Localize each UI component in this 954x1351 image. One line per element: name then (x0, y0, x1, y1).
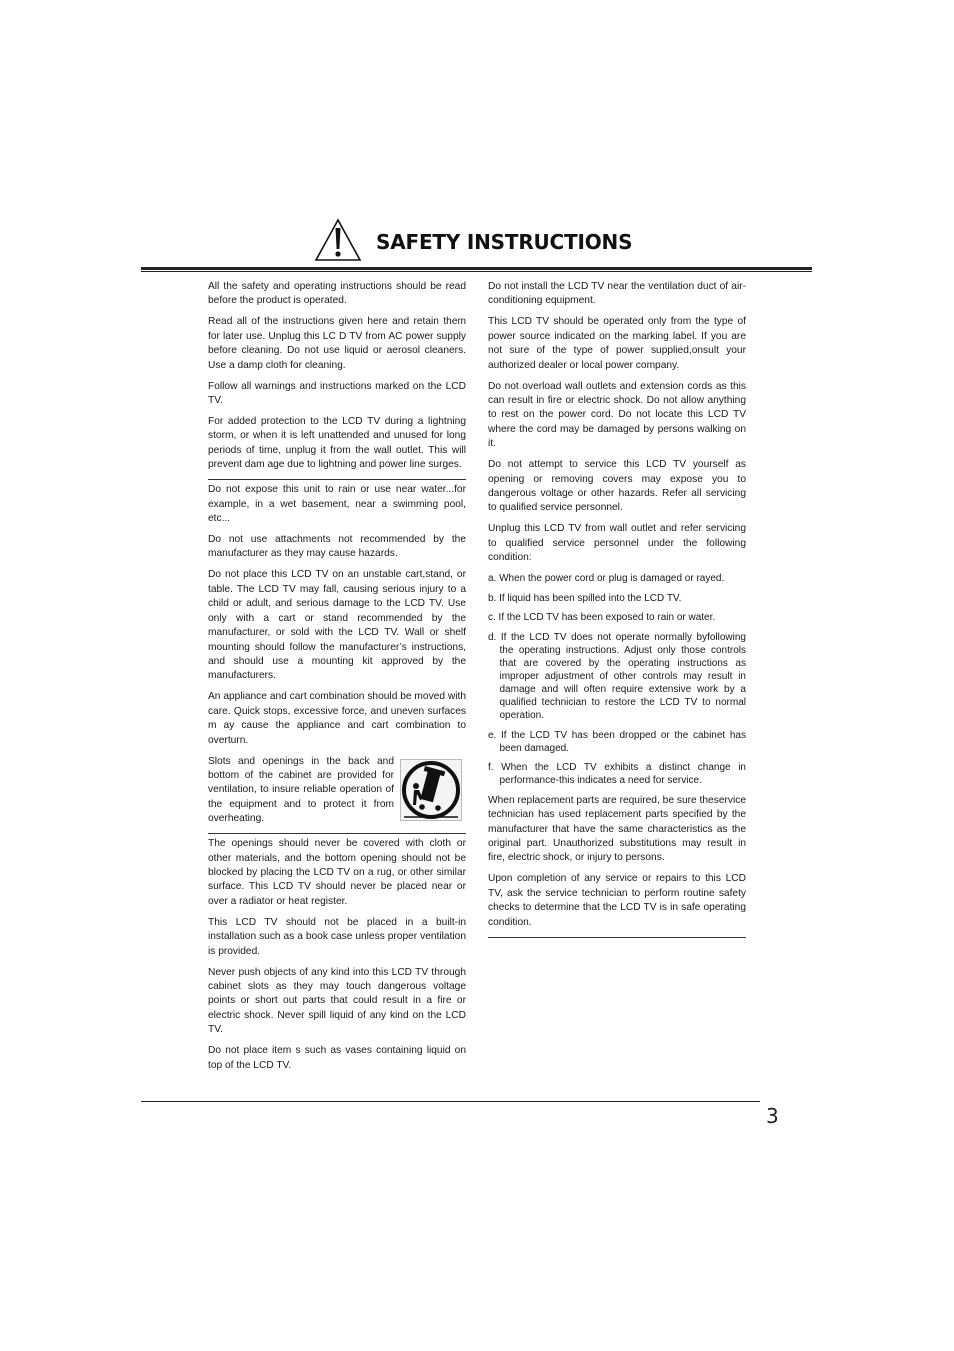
section-divider (488, 937, 746, 938)
paragraph: Do not attempt to service this LCD TV yourself as opening or removing covers may expose you to dangerous voltage or other hazards. Refer all servicing to qualified service personnel. (488, 459, 746, 514)
condition-item: c. If the LCD TV has been exposed to rain or water. (488, 612, 716, 624)
paragraph: The openings should never be covered with cloth or other materials, and the bottom opening should not be blocked by placing the LCD TV on a rug, or other similar surface. This LCD TV should never be placed near or over a radiator or heat register. (208, 838, 466, 907)
paragraph: This LCD TV should not be placed in a built-in installation such as a book case unless proper ventilation is provided. (208, 916, 466, 957)
header-rule-thick (141, 267, 812, 270)
paragraph: When replacement parts are required, be sure theservice technician has used replacement parts specified by the manufacturer that have the same characteristics as the original part. Unauthorized substitutions may result in fire, electric shock, or injury to persons. (488, 794, 746, 864)
paragraph: Do not place item s such as vases containing liquid on top of the LCD TV. (208, 1045, 466, 1071)
cart-warning-block (208, 755, 466, 827)
section-divider (208, 479, 466, 480)
paragraph: All the safety and operating instructions should be read before the product is operated. (208, 281, 466, 307)
paragraph: Upon completion of any service or repairs to this LCD TV, ask the service technician to perform routine safety checks to determine that the LCD TV is in safe operating condition. (488, 873, 746, 928)
condition-item: d. If the LCD TV does not operate normally byfollowing the operating instructions. Adjust only those controls that are covered by the operating instructions as improper adjustment of other controls may result in damage and will often require extensive work by a qualified technician to restore the LCD TV to normal operation. (488, 632, 746, 722)
paragraph: Slots and openings in the back and bottom of the cabinet are provided for ventilation, to insure reliable operation of the equipment and to protect it from overheating. (208, 755, 394, 825)
paragraph: Do not install the LCD TV near the ventilation duct of air-conditioning equipment. (488, 281, 746, 307)
paragraph: Follow all warnings and instructions marked on the LCD TV. (208, 380, 466, 407)
paragraph: This LCD TV should be operated only from the type of power source indicated on the marking label. If you are not sure of the type of power supplied,onsult your authorized dealer or local power company. (488, 316, 746, 371)
paragraph: Do not use attachments not recommended by the manufacturer as they may cause hazards. (208, 534, 466, 560)
condition-item: a. When the power cord or plug is damaged or rayed. (488, 573, 725, 585)
paragraph: Do not overload wall outlets and extension cords as this can result in fire or electric shock. Do not allow anything to rest on the power cord. Do not locate this LCD TV where the cord may be damaged by persons walking on it. (488, 380, 746, 450)
condition-item: f. When the LCD TV exhibits a distinct change in performance-this indicates a need for service. (488, 762, 746, 787)
left-column (208, 280, 466, 1080)
paragraph: Unplug this LCD TV from wall outlet and refer servicing to qualified service personnel under the following condition: (488, 523, 746, 564)
header-rule-thin (141, 271, 812, 272)
page-number: 3 (766, 1104, 779, 1128)
paragraph: Do not place this LCD TV on an unstable cart,stand, or table. The LCD TV may fall, causing serious injury to a child or adult, and serious damage to the LCD TV. Use only with a cart or stand recommended by the manufacturer, or sold with the LCD TV. Wall or shelf mounting should follow the manufacturer’s instructions, and should use a mounting kit approved by the manufacturers. (208, 569, 466, 682)
right-column (488, 280, 746, 941)
condition-item: e. If the LCD TV has been dropped or the cabinet has been damaged. (488, 729, 746, 754)
page-header (0, 218, 954, 264)
paragraph: Read all of the instructions given here and retain them for later use. Unplug this LC D TV from AC power supply before cleaning. Do not use liquid or aerosol cleaners. Use a damp cloth for cleaning. (208, 316, 466, 371)
paragraph: Never push objects of any kind into this LCD TV through cabinet slots as they may touch dangerous voltage points or short out parts that could result in a fire or electric shock. Never spill liquid of any kind on the LCD TV. (208, 966, 466, 1036)
paragraph: Do not expose this unit to rain or use near water...for example, in a wet basement, near a swimming pool, etc... (208, 484, 466, 525)
page-title: SAFETY INSTRUCTIONS (376, 230, 633, 254)
footer-rule (141, 1101, 760, 1102)
cart-tip-over-warning-icon (400, 759, 462, 821)
section-divider (208, 833, 466, 834)
warning-triangle-icon (314, 218, 362, 262)
paragraph: For added protection to the LCD TV during a lightning storm, or when it is left unattended and unused for long periods of time, unplug it from the wall outlet. This will prevent dam age due to lightning and power line surges. (208, 416, 466, 471)
condition-item: b. If liquid has been spilled into the LCD TV. (488, 592, 682, 604)
paragraph: An appliance and cart combination should be moved with care. Quick stops, excessive force, and uneven surfaces m ay cause the appliance and cart combination to overturn. (208, 691, 466, 746)
